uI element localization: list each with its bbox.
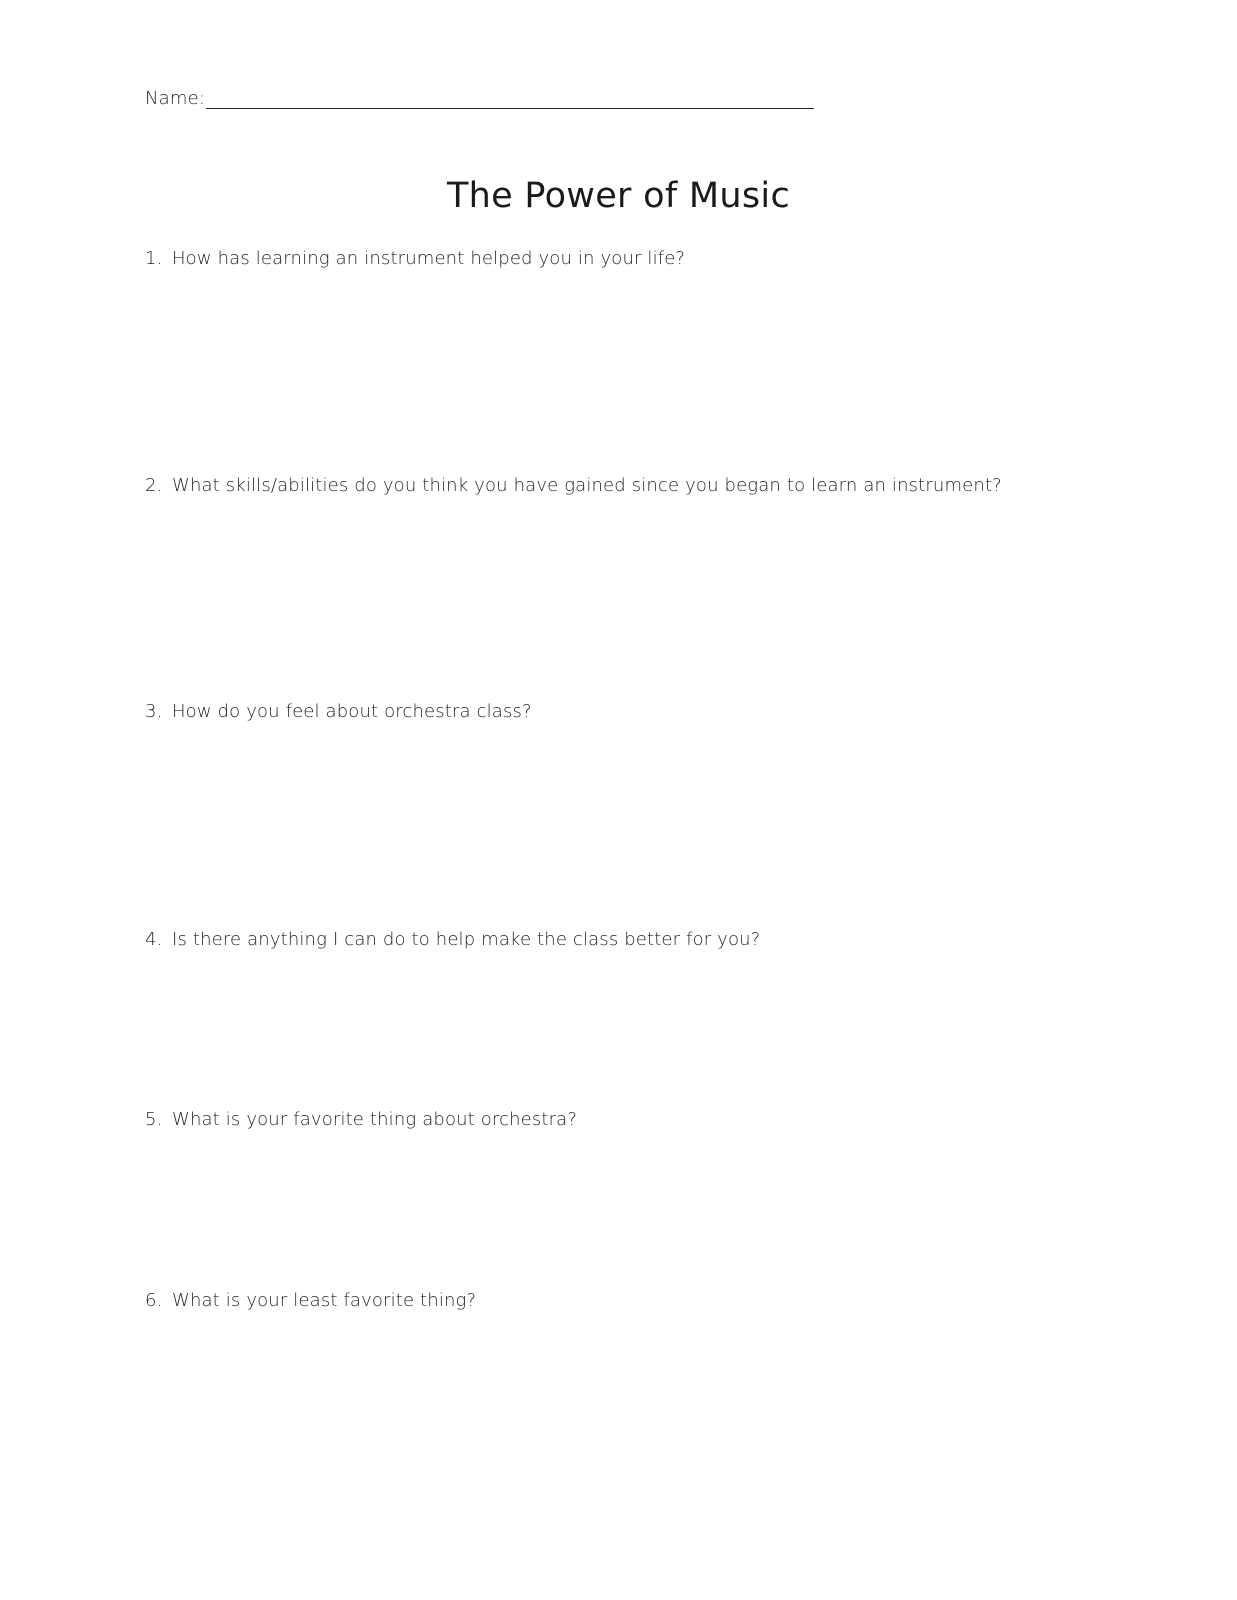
name-label: Name:	[145, 88, 206, 109]
question-item	[145, 1290, 476, 1311]
question-item	[145, 248, 685, 269]
name-blank-line[interactable]	[206, 88, 814, 109]
page-title: The Power of Music	[446, 176, 790, 216]
question-text: What skills/abilities do you think you have gained since you began to learn an instrument?	[172, 475, 1002, 496]
question-number: 3.	[145, 701, 163, 722]
question-number: 5.	[145, 1109, 163, 1130]
question-number: 4.	[145, 929, 163, 950]
question-item	[145, 1109, 577, 1130]
question-text: How do you feel about orchestra class?	[172, 701, 532, 722]
question-number: 2.	[145, 475, 163, 496]
question-text: What is your favorite thing about orchestra?	[172, 1109, 578, 1130]
question-text: Is there anything I can do to help make the class better for you?	[172, 929, 761, 950]
question-number: 1.	[145, 248, 163, 269]
question-item	[145, 701, 532, 722]
question-number: 6.	[145, 1290, 163, 1311]
question-text: How has learning an instrument helped you in your life?	[172, 248, 686, 269]
question-text: What is your least favorite thing?	[172, 1290, 477, 1311]
name-field-row	[145, 88, 814, 109]
question-item	[145, 929, 760, 950]
question-item	[145, 475, 1002, 496]
